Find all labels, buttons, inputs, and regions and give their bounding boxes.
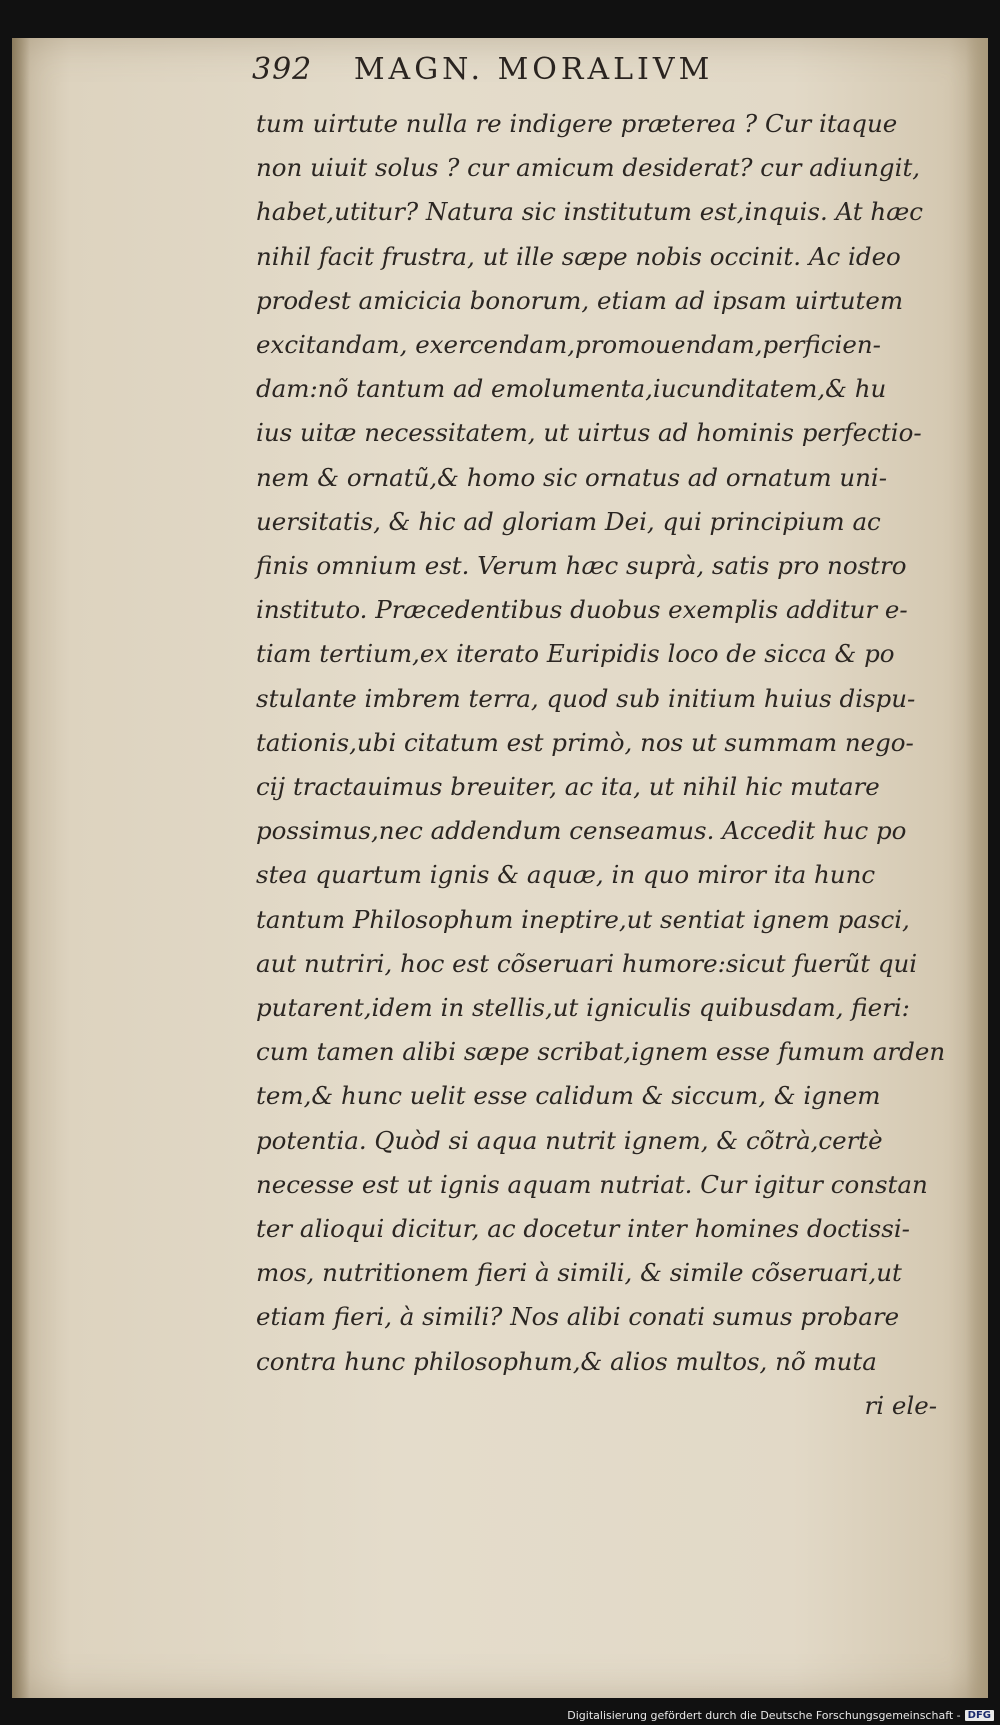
text-line: possimus,nec addendum censeamus. Accedit huc po [256,816,907,846]
text-line: necesse est ut ignis aquam nutriat. Cur igitur constan [256,1169,928,1199]
text-line: aut nutriri, hoc est cõseruari humore:sicut fuerũt qui [256,948,918,978]
dfg-logo: DFG [965,1710,994,1721]
text-line: cum tamen alibi sæpe scribat,ignem esse fumum arden [256,1037,946,1067]
text-line: contra hunc philosophum,& alios multos, nõ muta [256,1346,877,1376]
catchword: ri ele- [864,1390,937,1420]
text-line: dam:nõ tantum ad emolumenta,iucunditatem,& hu [256,374,887,404]
text-line: uersitatis, & hic ad gloriam Dei, qui principium ac [256,506,881,536]
text-line: tiam tertium,ex iterato Euripidis loco de sicca & po [256,639,895,669]
text-line: cij tractauimus breuiter, ac ita, ut nihil hic mutare [256,772,880,802]
text-line: ius uitæ necessitatem, ut uirtus ad hominis perfectio- [256,418,922,448]
text-line: non uiuit solus ? cur amicum desiderat? cur adiungit, [256,153,921,183]
text-line: tantum Philosophum ineptire,ut sentiat ignem pasci, [256,904,910,934]
text-line: stea quartum ignis & aquæ, in quo miror ita hunc [256,860,876,890]
text-line: putarent,idem in stellis,ut igniculis quibusdam, fieri: [256,993,910,1023]
page-number: 392 [252,52,313,87]
text-line: habet,utitur? Natura sic institutum est,inquis. At hæc [256,197,923,227]
text-line: finis omnium est. Verum hæc suprà, satis pro nostro [256,551,907,581]
credit-text: Digitalisierung gefördert durch die Deutsche Forschungsgemeinschaft - [567,1709,961,1722]
text-line: potentia. Quòd si aqua nutrit ignem, & cõtrà,certè [256,1125,883,1155]
text-line: tum uirtute nulla re indigere præterea ? Cur itaque [256,109,898,138]
text-line: excitandam, exercendam,promouendam,perficien- [256,330,881,360]
text-line: prodest amicicia bonorum, etiam ad ipsam uirtutem [256,285,904,315]
body-text [256,102,961,1428]
text-line: nem & ornatũ,& homo sic ornatus ad ornatum uni- [256,462,888,492]
running-title: MAGN. MORALIVM [353,52,714,87]
text-line: tem,& hunc uelit esse calidum & siccum, & ignem [256,1081,881,1111]
text-line: stulante imbrem terra, quod sub initium huius dispu- [256,683,916,713]
text-line: instituto. Præcedentibus duobus exemplis additur e- [256,595,908,625]
digitization-credit [567,1709,994,1722]
text-line: nihil facit frustra, ut ille sæpe nobis occinit. Ac ideo [256,241,901,271]
text-line: tationis,ubi citatum est primò, nos ut summam nego- [256,727,914,757]
text-line: etiam fieri, à simili? Nos alibi conati sumus probare [256,1302,900,1332]
text-line: ter alioqui dicitur, ac docetur inter homines doctissi- [256,1214,910,1244]
text-line: mos, nutritionem fieri à simili, & simile cõseruari,ut [256,1258,902,1288]
running-head [252,52,713,87]
